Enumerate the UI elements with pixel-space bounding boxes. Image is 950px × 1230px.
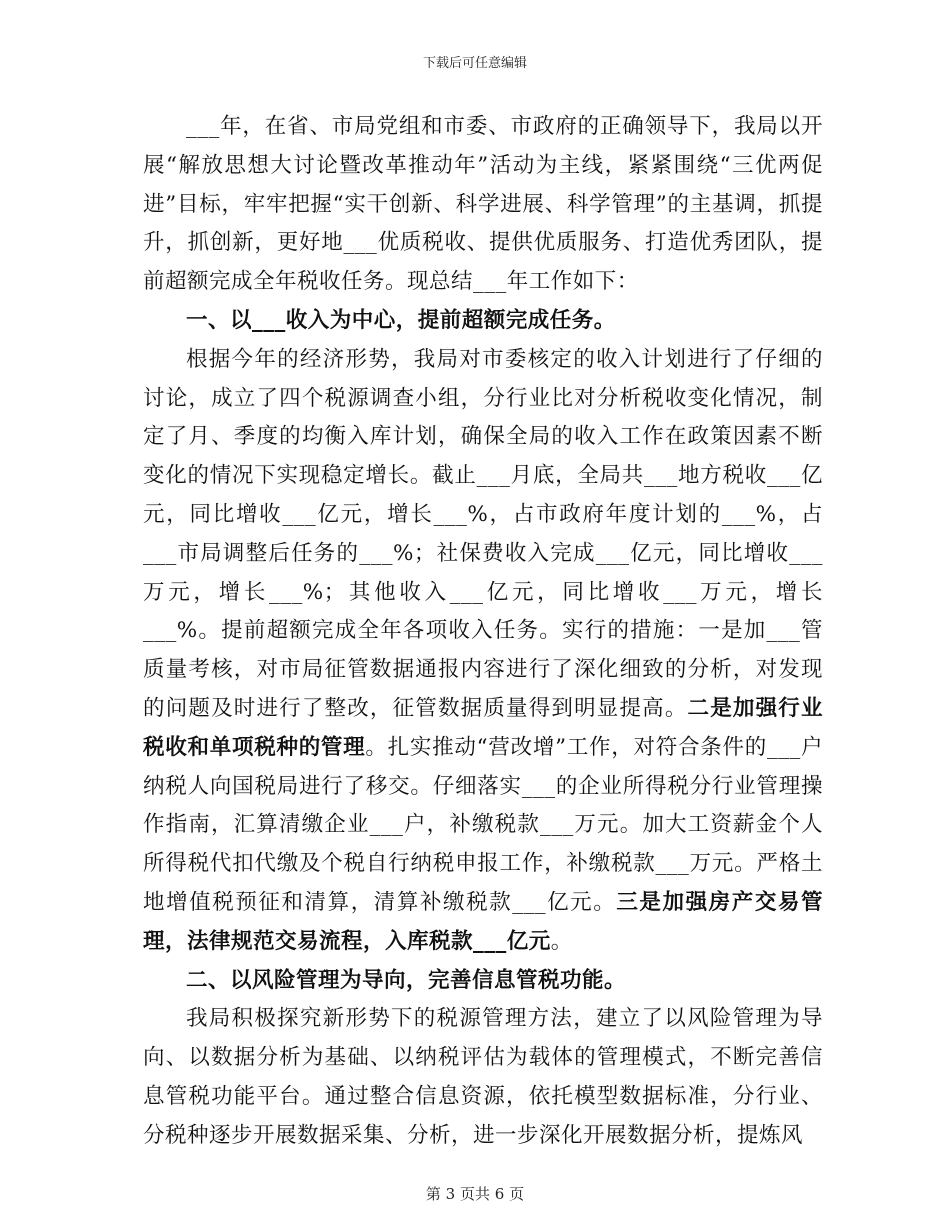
paragraph-section-1 [143, 341, 823, 962]
page-header-note: 下载后可任意编辑 [422, 56, 527, 71]
paragraph-intro [143, 108, 823, 302]
section-heading-1 [143, 302, 823, 341]
section-heading-2 [143, 962, 823, 1001]
paragraph-section-2 [143, 1000, 823, 1155]
text-run: 。扎实推动“营改增”工作，对符合条件的___户纳税人向国税局进行了移交。仔细落实___的企业所得税分行业管理操作指南，汇算清缴企业___户，补缴税款___万元。加大工资薪金个人所得税代扣代缴及个税自行纳税申报工作，补缴税款___万元。严格土地增值税预征和清算，清算补缴税款___亿元。 [143, 734, 823, 915]
bold-text-run: 二是加强行业税收和单项税种的管理 [143, 695, 823, 760]
document-body [143, 108, 823, 1156]
text-run: ___年，在省、市局党组和市委、市政府的正确领导下，我局以开展“解放思想大讨论暨改革推动年”活动为主线，紧紧围绕“三优两促进”目标，牢牢把握“实干创新、科学进展、科学管理”的主基调，抓提升，抓创新，更好地___优质税收、提供优质服务、打造优秀团队，提前超额完成全年税收任务。现总结___年工作如下： [143, 114, 823, 295]
text-run: 。 [550, 928, 573, 954]
text-run: 我局积极探究新形势下的税源管理方法，建立了以风险管理为导向、以数据分析为基础、以纳税评估为载体的管理模式，不断完善信息管税功能平台。通过整合信息资源，依托模型数据标准，分行业、分税种逐步开展数据采集、分析，进一步深化开展数据分析，提炼风 [143, 1006, 823, 1148]
page-number-footer: 第 3 页共 6 页 [425, 1185, 525, 1203]
heading-text: 一、以___收入为中心，提前超额完成任务。 [186, 307, 616, 333]
heading-text: 二、以风险管理为导向，完善信息管税功能。 [186, 967, 627, 993]
bold-text-run: 三是加强房产交易管理，法律规范交易流程，入库税款___亿元 [143, 889, 823, 954]
text-run: 根据今年的经济形势，我局对市委核定的收入计划进行了仔细的讨论，成立了四个税源调查小组，分行业比对分析税收变化情况，制定了月、季度的均衡入库计划，确保全局的收入工作在政策因素不断变化的情况下实现稳定增长。截止___月底，全局共___地方税收___亿元，同比增收___亿元，增长___%，占市政府年度计划的___%，占___市局调整后任务的___%；社保费收入完成___亿元，同比增收___万元，增长___%；其他收入___亿元，同比增收___万元，增长___%。提前超额完成全年各项收入任务。实行的措施：一是加___管质量考核，对市局征管数据通报内容进行了深化细致的分析，对发现的问题及时进行了整改，征管数据质量得到明显提高。 [143, 346, 823, 721]
